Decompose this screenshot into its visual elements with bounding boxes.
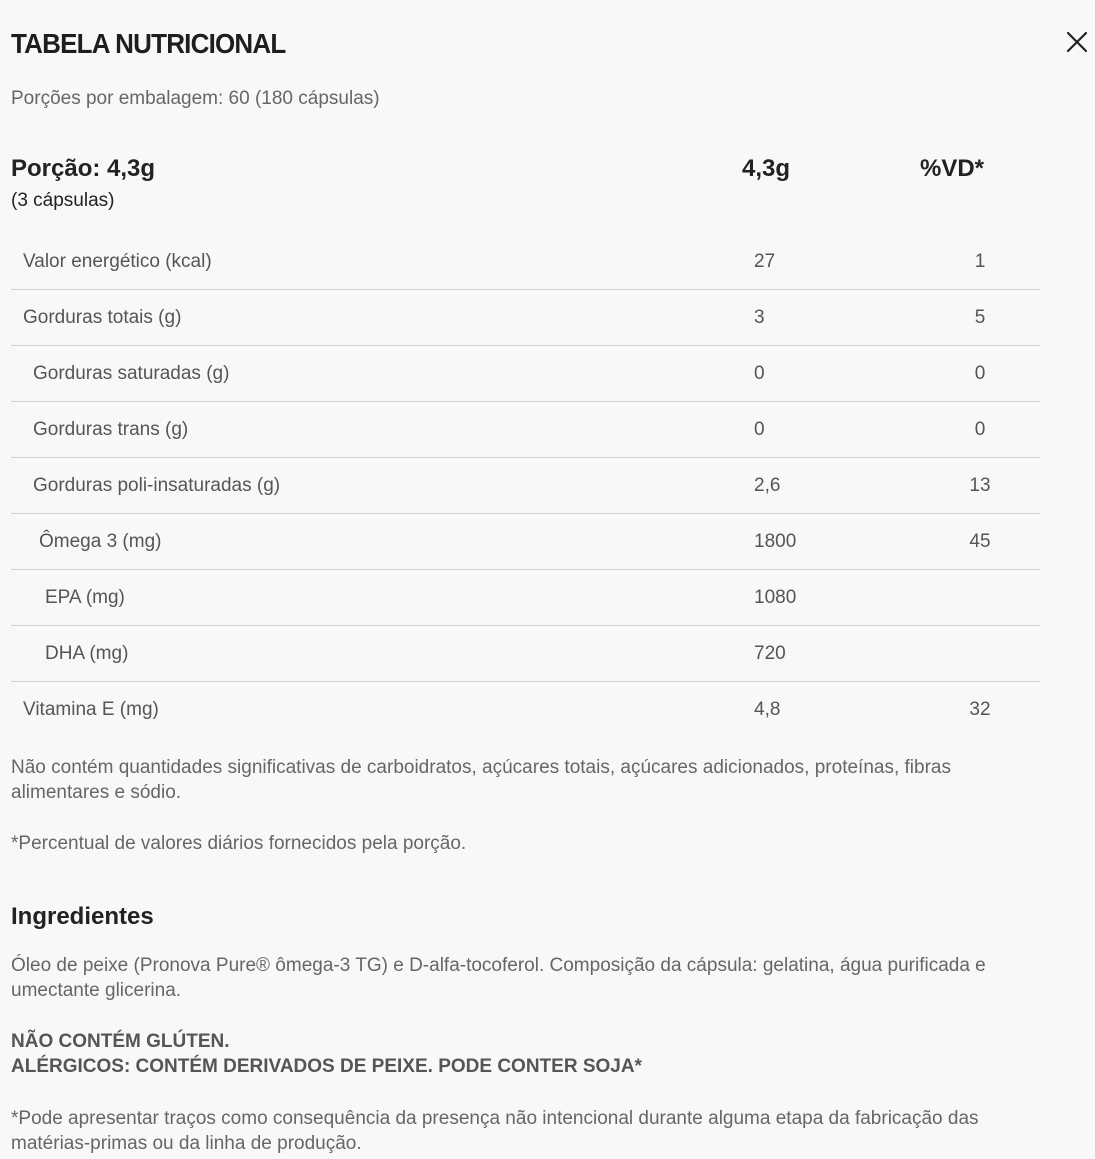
nutrient-name: Gorduras poli-insaturadas (g) [33, 475, 281, 496]
traces-note: *Pode apresentar traços como consequência da presença não intencional durante alguma etapa da fabricação das matérias-primas ou da linha de produção. [11, 1108, 979, 1154]
nutrient-name: Ômega 3 (mg) [39, 531, 162, 552]
ingredients-heading: Ingredientes [11, 903, 154, 930]
vd-column-header: %VD* [920, 155, 985, 182]
portion-subtitle: (3 cápsulas) [11, 190, 115, 211]
nutrient-amount: 3 [754, 307, 765, 328]
nutrient-amount: 720 [754, 643, 786, 664]
nutrient-name: Valor energético (kcal) [23, 251, 212, 272]
warnings-block [11, 1029, 642, 1079]
nutrient-vd: 1 [974, 251, 986, 272]
nutrient-vd: 5 [974, 307, 986, 328]
table-row [11, 626, 1040, 682]
table-row [11, 570, 1040, 626]
portion-label: Porção: 4,3g [11, 155, 156, 182]
nutrient-amount: 4,8 [754, 699, 781, 720]
table-row [11, 402, 1040, 458]
nutrient-amount: 1080 [754, 587, 797, 608]
nutrient-name: Vitamina E (mg) [23, 699, 159, 720]
nutrient-vd: 0 [974, 419, 986, 440]
nutrient-name: Gorduras totais (g) [23, 307, 182, 328]
table-row [11, 514, 1040, 570]
table-row [11, 290, 1040, 346]
close-button[interactable] [1063, 28, 1091, 56]
nutrient-vd: 0 [974, 363, 986, 384]
nutrient-name: DHA (mg) [45, 643, 129, 664]
close-icon [1063, 28, 1091, 56]
nutrient-vd: 13 [969, 475, 991, 496]
ingredients-text: Óleo de peixe (Pronova Pure® ômega-3 TG) e D-alfa-tocoferol. Composição da cápsula: gelatina, água purificada e umectante glicerina. [11, 955, 986, 1001]
table-row [11, 234, 1040, 290]
modal-title: TABELA NUTRICIONAL [11, 28, 286, 60]
vd-footnote: *Percentual de valores diários fornecidos pela porção. [11, 833, 467, 854]
nutrient-amount: 2,6 [754, 475, 781, 496]
nutrient-vd: 32 [969, 699, 991, 720]
nutrition-table [11, 234, 1040, 737]
not-significant-note: Não contém quantidades significativas de carboidratos, açúcares totais, açúcares adicionados, proteínas, fibras alimentares e sódio. [11, 757, 951, 803]
gluten-warning: NÃO CONTÉM GLÚTEN. [11, 1031, 230, 1052]
nutrient-name: Gorduras saturadas (g) [33, 363, 230, 384]
nutrient-amount: 0 [754, 363, 765, 384]
nutrient-amount: 1800 [754, 531, 797, 552]
nutrient-amount: 0 [754, 419, 765, 440]
nutrient-vd: 45 [969, 531, 991, 552]
table-row [11, 458, 1040, 514]
nutrient-name: EPA (mg) [45, 587, 125, 608]
servings-per-package: Porções por embalagem: 60 (180 cápsulas) [11, 88, 380, 109]
nutrient-amount: 27 [754, 251, 776, 272]
allergen-warning: ALÉRGICOS: CONTÉM DERIVADOS DE PEIXE. PODE CONTER SOJA* [11, 1056, 642, 1077]
table-row [11, 682, 1040, 737]
amount-column-header: 4,3g [742, 155, 791, 182]
nutrient-name: Gorduras trans (g) [33, 419, 189, 440]
table-row [11, 346, 1040, 402]
